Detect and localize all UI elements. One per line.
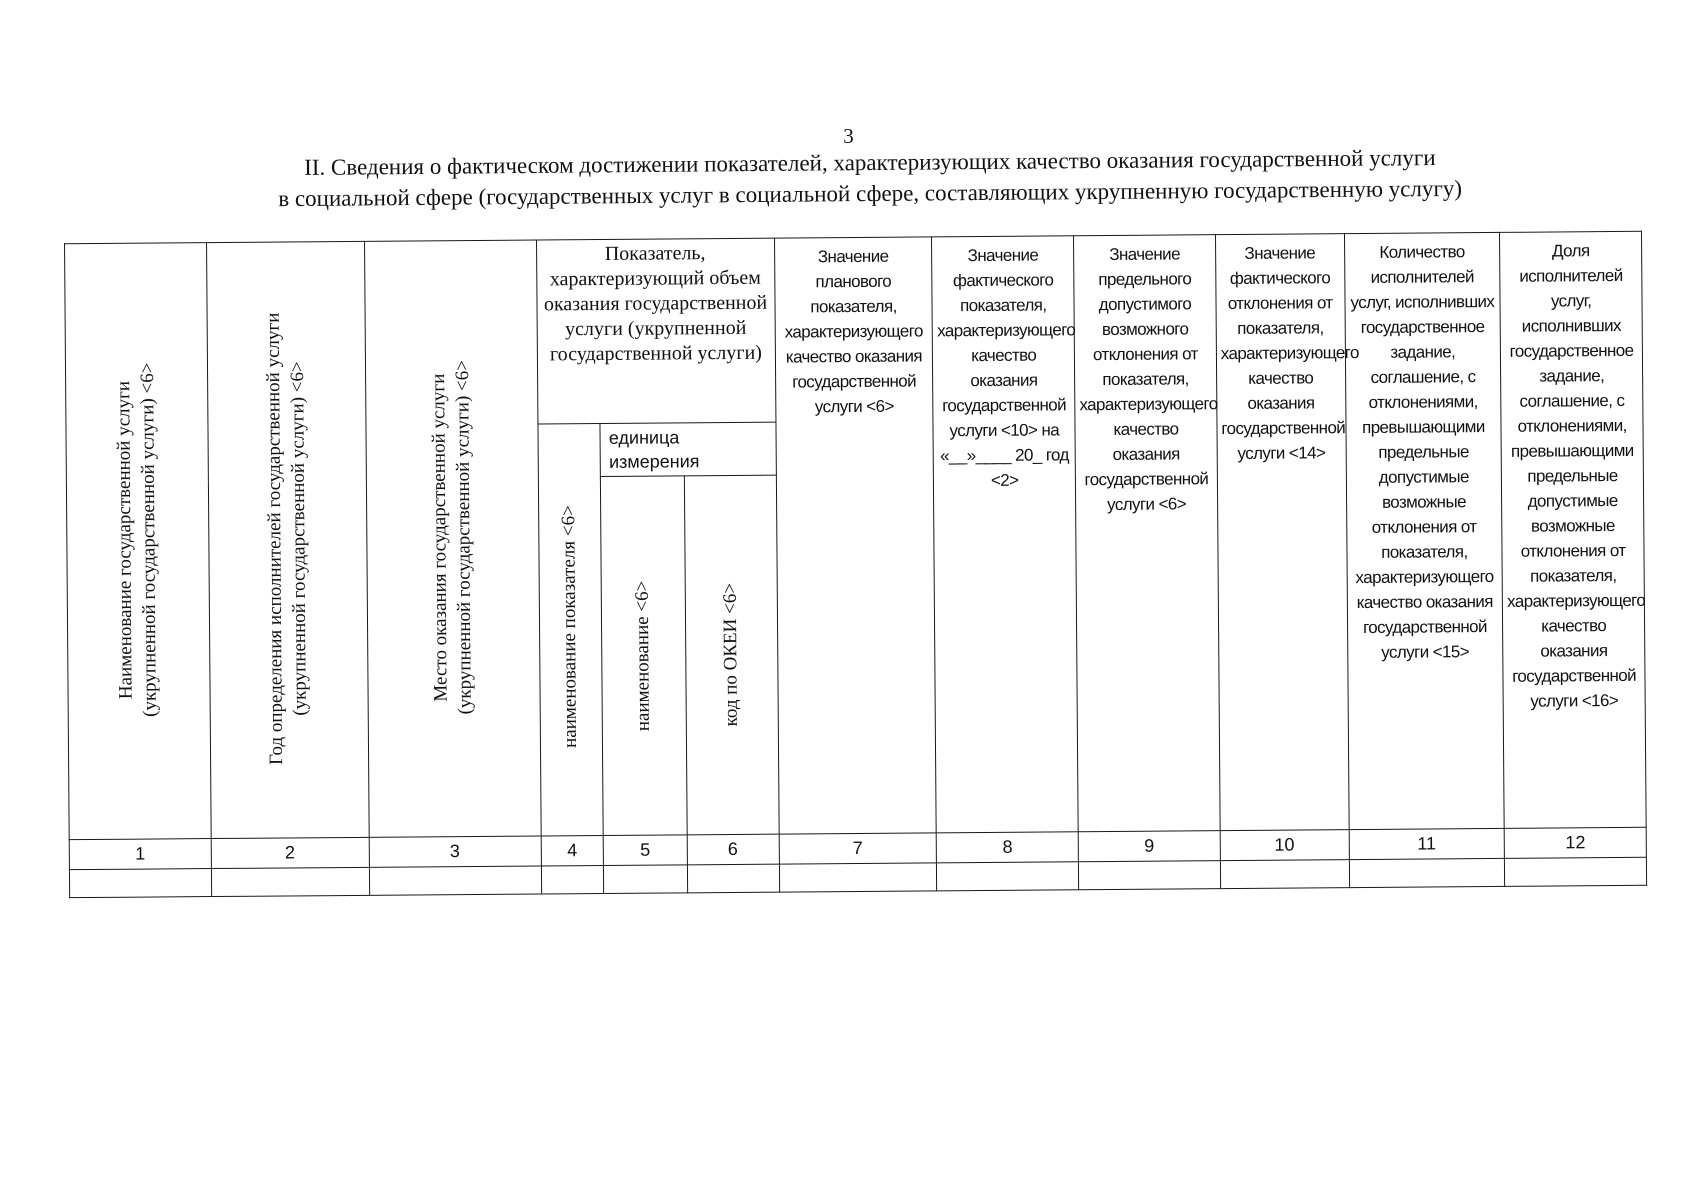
empty-cell [69, 869, 211, 898]
empty-cell [779, 863, 937, 892]
header-planned-value: Значение планового показателя, характеризующего качество оказания государственной услуги <6> [774, 237, 937, 834]
empty-cell [1079, 861, 1221, 890]
header-actual-deviation: Значение фактического отклонения от показателя, характеризующего качество оказания государственной услуги <14> [1215, 234, 1348, 831]
column-number: 12 [1504, 827, 1646, 858]
column-number: 3 [369, 836, 541, 867]
empty-cell [1220, 860, 1349, 889]
header-executors-share: Доля исполнителей услуг, исполнивших государственное задание, соглашение, с отклонениями, превышающими предельные допустимые возможные отклонения от показателя, характеризующего качество оказания государственной услуги <16> [1500, 231, 1646, 828]
header-indicator-group: Показатель, характеризующий объем оказания государственной услуги (укрупненной государственной услуги) [536, 238, 775, 424]
header-unit-group: единица измерения [600, 422, 776, 476]
column-number: 6 [687, 834, 779, 865]
section-title [180, 141, 1560, 215]
indicators-table-wrapper [64, 231, 1647, 898]
page-number: 3 [843, 124, 854, 148]
column-number: 7 [779, 833, 937, 864]
column-number: 10 [1220, 830, 1349, 861]
header-actual-value: Значение фактического показателя, характеризующего качество оказания государственной услуги <10> на «__»____ 20_ год <2> [932, 236, 1078, 833]
empty-cell [211, 867, 369, 896]
empty-cell [937, 862, 1079, 891]
header-allowed-deviation: Значение предельного допустимого возможного отклонения от показателя, характеризующего качество оказания государственной услуги <6> [1074, 235, 1220, 832]
empty-cell [369, 866, 541, 895]
header-place: Место оказания государственной услуги (укрупненной государственной услуги) <6> [364, 240, 541, 837]
column-number: 1 [69, 839, 211, 870]
column-number: 5 [603, 835, 687, 866]
column-number: 4 [541, 835, 604, 865]
column-number: 8 [937, 832, 1079, 863]
column-number: 9 [1078, 831, 1220, 862]
header-year: Год определения исполнителей государственной услуги (укрупненной государственной услуги) <6> [206, 241, 369, 838]
header-unit-name: наименование <6> [601, 476, 687, 836]
empty-cell [541, 865, 604, 893]
empty-cell [1349, 858, 1505, 887]
column-number: 11 [1349, 828, 1505, 859]
section-title-line-2: в социальной сфере (государственных услуг в социальной сфере, составляющих укрупненную государственную услугу) [278, 175, 1463, 212]
column-number: 2 [211, 837, 369, 868]
empty-cell [687, 864, 779, 893]
section-title-line-1: II. Сведения о фактическом достижении показателей, характеризующих качество оказания государственной услуги [304, 145, 1436, 180]
header-executors-count: Количество исполнителей услуг, исполнивших государственное задание, соглашение, с отклонениями, превышающими предельные допустимые возможные отклонения от показателя, характеризующего качество оказания государственной услуги <15> [1344, 232, 1504, 829]
empty-cell [1505, 857, 1647, 886]
header-okei-code: код по ОКЕИ <6> [684, 475, 779, 835]
indicators-table [64, 231, 1647, 898]
header-service-name: Наименование государственной услуги (укрупненной государственной услуги) <6> [65, 243, 211, 840]
empty-cell [604, 865, 687, 894]
header-indicator-name: наименование показателя <6> [538, 423, 604, 835]
